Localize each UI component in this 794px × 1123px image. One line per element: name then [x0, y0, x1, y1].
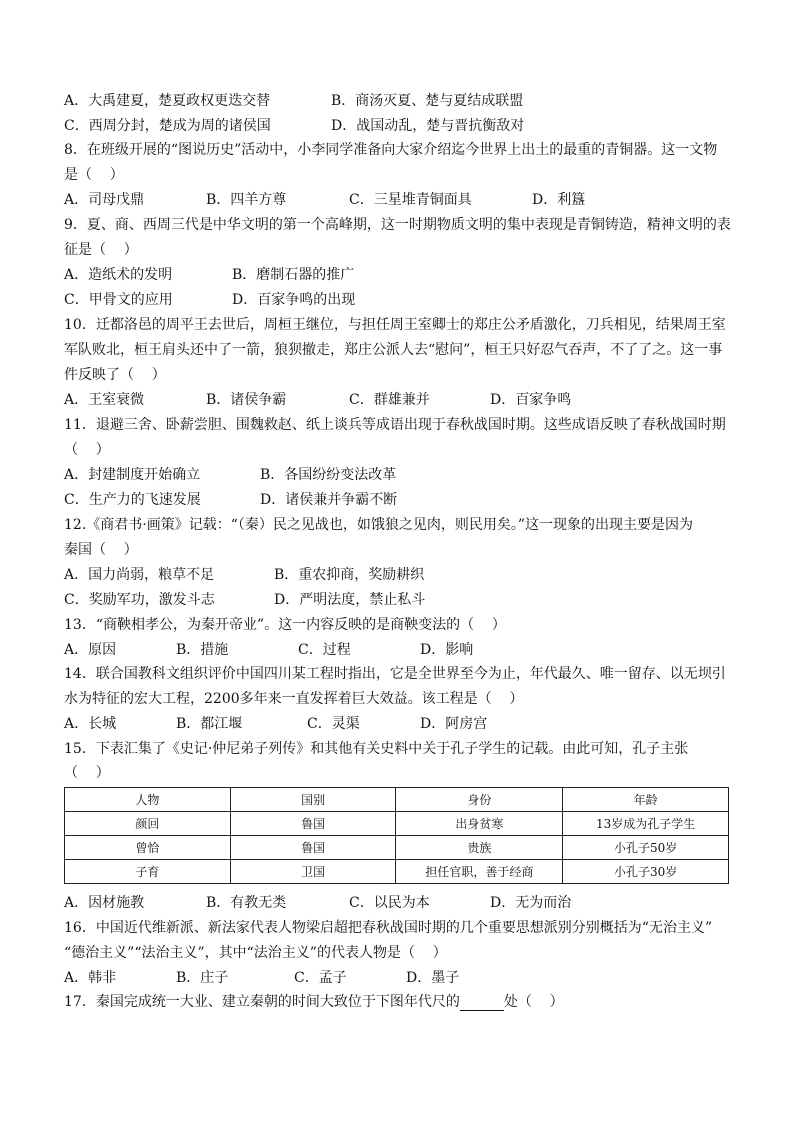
q9-option-d: D．百家争鸣的出现 — [232, 292, 356, 308]
q15-option-a: A．因材施教 — [64, 895, 145, 911]
q12-option-a: A．国力尚弱，粮草不足 — [64, 567, 215, 583]
q12-stem-line1: 12.《商君书·画策》记载：“（秦）民之见战也，如饿狼之见肉，则民用矣。”这一现象的出现主要是因为 — [64, 517, 694, 533]
q10-stem-line3: 件反映了（ ） — [64, 367, 166, 383]
q13-stem-line1: 13．“商鞅相孝公，为秦开帝业”。这一内容反映的是商鞅变法的（ ） — [64, 617, 506, 633]
q12-option-b: B．重农抑商，奖励耕织 — [274, 567, 425, 583]
q10-option-d: D．百家争鸣 — [490, 392, 572, 408]
q8-option-d: D．利簋 — [532, 192, 586, 208]
q15-option-d: D．无为而治 — [490, 895, 572, 911]
q7-option-b: B．商汤灭夏、楚与夏结成联盟 — [331, 93, 524, 109]
q11-stem-line2: （ ） — [64, 442, 110, 458]
q16-option-a: A．韩非 — [64, 970, 117, 986]
table-row — [65, 860, 729, 884]
q14-stem-line1: 14．联合国教科文组织评价中国四川某工程时指出，它是全世界至今为止，年代最久、唯一留存、以无坝引 — [64, 666, 726, 682]
table-header-cell: 身份 — [396, 788, 563, 812]
q9-option-a: A．造纸术的发明 — [64, 267, 173, 283]
q13-option-d: D．影响 — [420, 642, 474, 658]
table-cell: 13岁成为孔子学生 — [563, 812, 729, 836]
q9-option-b: B．磨制石器的推广 — [232, 267, 355, 283]
q11-stem-line1: 11．退避三舍、卧薪尝胆、围魏救赵、纸上谈兵等成语出现于春秋战国时期。这些成语反映了春秋战国时期 — [64, 417, 726, 433]
q11-option-c: C．生产力的飞速发展 — [64, 492, 201, 508]
q16-option-d: D．墨子 — [406, 970, 460, 986]
q12-stem-line2: 秦国（ ） — [64, 542, 138, 558]
q11-option-d: D．诸侯兼并争霸不断 — [260, 492, 398, 508]
table-row — [65, 812, 729, 836]
q9-stem-line1: 9．夏、商、西周三代是中华文明的第一个高峰期，这一时期物质文明的集中表现是青铜铸造，精神文明的表 — [64, 217, 731, 233]
q10-option-a: A．王室衰微 — [64, 392, 145, 408]
q8-option-a: A．司母戊鼎 — [64, 192, 145, 208]
q17-stem-pre: 17．秦国完成统一大业、建立秦朝的时间大致位于下图年代尺的 — [64, 994, 460, 1010]
table-row — [65, 836, 729, 860]
table-cell: 卫国 — [230, 860, 396, 884]
table-cell: 小孔子50岁 — [563, 836, 729, 860]
q14-option-c: C．灵渠 — [307, 716, 360, 732]
q14-option-b: B．都江堰 — [176, 716, 243, 732]
table-cell: 鲁国 — [230, 812, 396, 836]
q11-option-b: B．各国纷纷变法改革 — [260, 467, 397, 483]
q9-stem-line2: 征是（ ） — [64, 242, 138, 258]
q8-option-c: C．三星堆青铜面具 — [349, 192, 472, 208]
q9-option-c: C．甲骨文的应用 — [64, 292, 173, 308]
q8-stem-line1: 8．在班级开展的“图说历史”活动中，小李同学准备向大家介绍迄今世界上出土的最重的青铜器。这一文物 — [64, 142, 718, 158]
q14-option-d: D．阿房宫 — [420, 716, 488, 732]
q16-stem-line1: 16．中国近代维新派、新法家代表人物梁启超把春秋战国时期的几个重要思想派别分别概括为“无治主义” — [64, 920, 713, 936]
table-cell: 小孔子30岁 — [563, 860, 729, 884]
q7-option-c: C．西周分封，楚成为周的诸侯国 — [64, 118, 271, 134]
q7-option-d: D．战国动乱，楚与晋抗衡敌对 — [331, 118, 525, 134]
q12-option-d: D．严明法度，禁止私斗 — [274, 592, 426, 608]
table-cell: 出身贫寒 — [396, 812, 563, 836]
q15-stem-line1: 15．下表汇集了《史记·仲尼弟子列传》和其他有关史料中关于孔子学生的记载。由此可知，孔子主张 — [64, 741, 689, 757]
q10-stem-line1: 10．迁都洛邑的周平王去世后，周桓王继位，与担任周王室卿士的郑庄公矛盾激化，刀兵相见，结果周王室 — [64, 317, 726, 333]
student-records-table — [64, 787, 729, 884]
table-header-cell: 年龄 — [563, 788, 729, 812]
q17-stem — [64, 993, 564, 1011]
table-header-cell: 人物 — [65, 788, 231, 812]
q14-option-a: A．长城 — [64, 716, 117, 732]
q10-option-b: B．诸侯争霸 — [206, 392, 287, 408]
q17-answer-blank — [460, 996, 504, 1011]
table-header-row — [65, 788, 729, 812]
q16-option-c: C．孟子 — [294, 970, 347, 986]
q15-stem-line2: （ ） — [64, 765, 110, 781]
q12-option-c: C．奖励军功，激发斗志 — [64, 592, 215, 608]
q15-option-b: B．有教无类 — [206, 895, 287, 911]
table-cell: 颜回 — [65, 812, 231, 836]
q10-option-c: C．群雄兼并 — [349, 392, 430, 408]
table-cell: 子育 — [65, 860, 231, 884]
table-header-cell: 国别 — [230, 788, 396, 812]
table-cell: 鲁国 — [230, 836, 396, 860]
q13-option-a: A．原因 — [64, 642, 117, 658]
table-cell: 担任官职，善于经商 — [396, 860, 563, 884]
q13-option-b: B．措施 — [176, 642, 229, 658]
q10-stem-line2: 军队败北，桓王肩头还中了一箭，狼狈撤走，郑庄公派人去“慰问”，桓王只好忍气吞声，不了了之。这一事 — [64, 342, 723, 358]
q7-option-a: A．大禹建夏，楚夏政权更迭交替 — [64, 93, 271, 109]
q14-stem-line2: 水为特征的宏大工程，2200多年来一直发挥着巨大效益。该工程是（ ） — [64, 691, 524, 707]
q11-option-a: A．封建制度开始确立 — [64, 467, 201, 483]
q17-stem-post: 处（ ） — [503, 994, 564, 1010]
table-cell: 贵族 — [396, 836, 563, 860]
table-cell: 曾恰 — [65, 836, 231, 860]
q16-option-b: B．庄子 — [176, 970, 229, 986]
q8-option-b: B．四羊方尊 — [206, 192, 287, 208]
q16-stem-line2: “德治主义”“法治主义”，其中“法治主义”的代表人物是（ ） — [64, 945, 447, 961]
q8-stem-line2: 是（ ） — [64, 167, 124, 183]
q13-option-c: C．过程 — [298, 642, 351, 658]
q15-option-c: C．以民为本 — [349, 895, 430, 911]
